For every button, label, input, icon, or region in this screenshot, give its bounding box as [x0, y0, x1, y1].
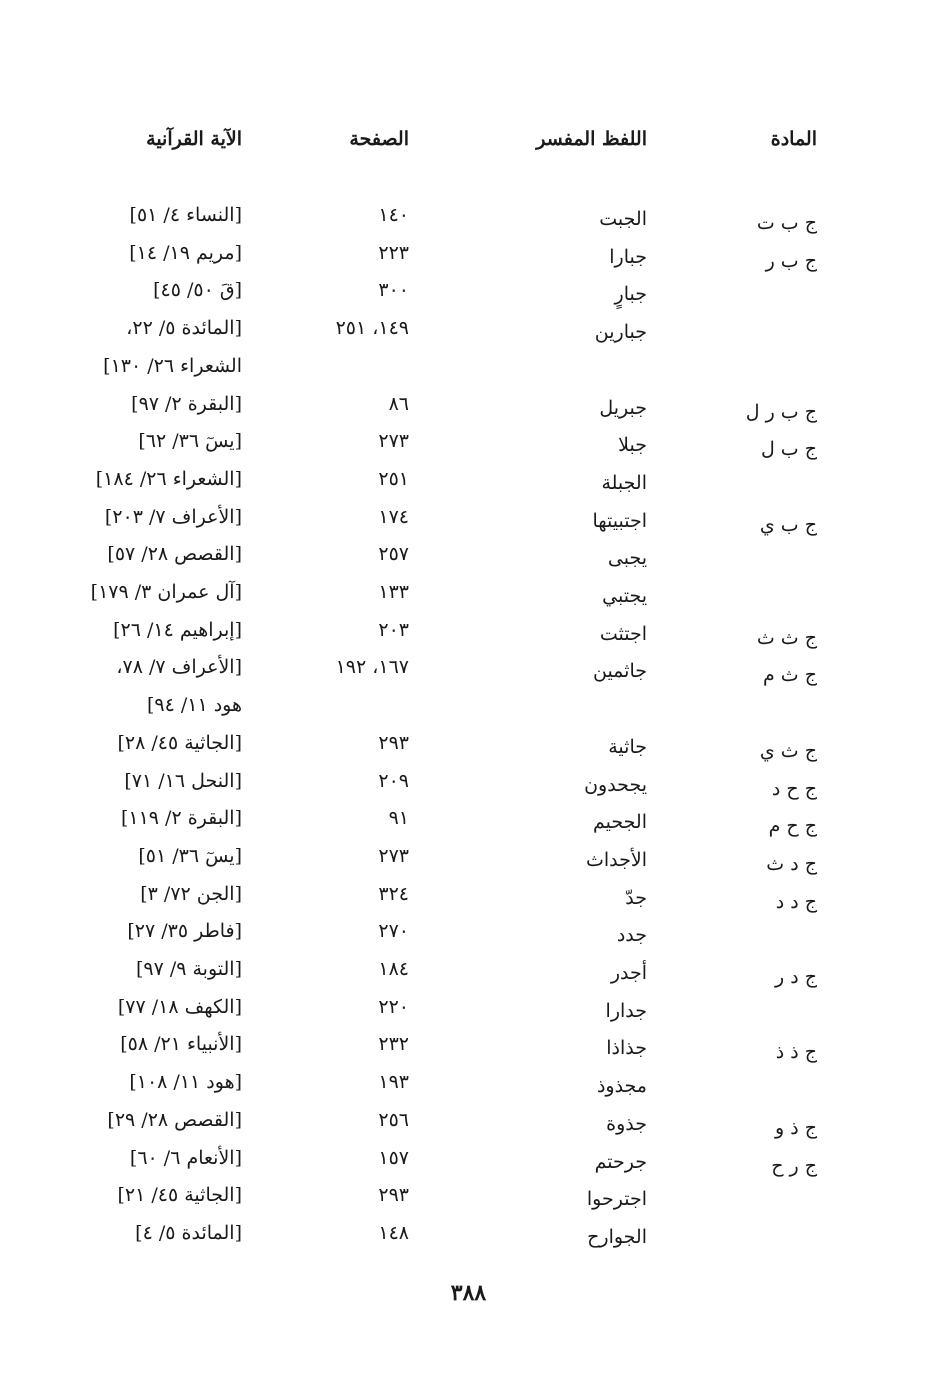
header-word: اللفظ المفسر	[536, 128, 647, 150]
row-ayah: [التوبة ٩/ ٩٧]	[135, 958, 242, 980]
row-ayah: [هود ١١/ ١٠٨]	[129, 1071, 242, 1094]
row-word: الجبلة	[601, 471, 647, 494]
row-word: الأجداث	[586, 848, 647, 871]
row-ayah: [الأعراف ٧/ ٧٨،	[116, 656, 242, 679]
row-page: ٨٦	[388, 392, 409, 415]
header-page: الصفحة	[349, 128, 409, 150]
row-word: الجبت	[599, 208, 647, 230]
row-madda: ج ب ي	[759, 513, 817, 536]
row-word: يجحدون	[584, 773, 647, 796]
row-word: جدارا	[605, 999, 647, 1022]
row-ayah: [آل عمران ٣/ ١٧٩]	[90, 581, 242, 603]
row-ayah: [الأنبياء ٢١/ ٥٨]	[120, 1033, 242, 1056]
row-page: ١٥٧	[378, 1146, 409, 1169]
row-madda: ج ذ و	[775, 1116, 817, 1139]
row-ayah: [البقرة ٢/ ١١٩]	[120, 807, 242, 830]
row-madda: ج ب ر ل	[745, 400, 817, 423]
row-page: ٢٥٧	[378, 543, 409, 566]
row-word: جبلا	[618, 434, 647, 457]
row-ayah: [الجن ٧٢/ ٣]	[140, 882, 242, 905]
row-word: يجتبي	[602, 585, 647, 607]
row-word: اجتثت	[599, 622, 647, 645]
row-page: ٢٥١	[378, 467, 409, 490]
page-number: ٣٨٨	[450, 1280, 487, 1306]
row-word: يجبى	[607, 547, 647, 570]
row-page: ٢٧٣	[378, 430, 409, 453]
row-page: ٢٠٩	[378, 769, 409, 792]
row-word: جبارين	[594, 321, 647, 344]
row-madda: ج د د	[775, 890, 817, 913]
row-ayah: [الأنعام ٦/ ٦٠]	[129, 1146, 242, 1169]
row-word: اجترحوا	[586, 1188, 647, 1211]
row-page: ٢٢٠	[378, 995, 409, 1018]
row-page: ٢٣٢	[378, 1033, 409, 1056]
row-page: ١٩٣	[378, 1071, 409, 1094]
row-madda: ج ر ح	[771, 1154, 817, 1177]
row-page: ١٦٧، ١٩٢	[335, 656, 409, 679]
row-page: ٢٧٣	[378, 844, 409, 867]
row-page: ٩١	[388, 807, 409, 830]
row-page: ٣٢٤	[378, 882, 409, 905]
row-ayah: [القصص ٢٨/ ٥٧]	[107, 543, 242, 566]
row-page: ٢٧٠	[378, 920, 409, 943]
row-page: ١٤٠	[378, 204, 409, 226]
row-madda: ج ث م	[763, 664, 817, 687]
row-madda: ج ب ت	[756, 212, 817, 234]
row-word: جبريل	[599, 396, 647, 419]
row-word: مجذوذ	[596, 1075, 647, 1098]
row-word: جاثمين	[592, 660, 647, 683]
row-ayah: الشعراء ٢٦/ ١٣٠]	[103, 354, 242, 377]
row-word: جذاذا	[606, 1037, 647, 1060]
row-ayah: [إبراهيم ١٤/ ٢٦]	[113, 618, 242, 641]
header-madda: المادة	[770, 128, 817, 150]
row-page: ٢٩٣	[378, 731, 409, 754]
row-word: جاثية	[608, 735, 647, 758]
row-word: جبارٍ	[614, 283, 647, 306]
row-ayah: [القصص ٢٨/ ٢٩]	[107, 1108, 242, 1131]
row-page: ١٤٩، ٢٥١	[335, 317, 409, 340]
row-ayah: [الكهف ١٨/ ٧٧]	[117, 995, 242, 1018]
row-word: جرحتم	[594, 1150, 647, 1173]
row-ayah: [مريم ١٩/ ١٤]	[129, 241, 242, 264]
row-ayah: [يسٓ ٣٦/ ٥١]	[138, 844, 242, 867]
row-ayah: [الجاثية ٤٥/ ٢٨]	[117, 731, 242, 754]
row-ayah: هود ١١/ ٩٤]	[146, 694, 242, 717]
row-madda: ج د ث	[766, 852, 817, 875]
row-ayah: [الشعراء ٢٦/ ١٨٤]	[95, 467, 242, 490]
row-page: ٢٠٣	[378, 618, 409, 641]
row-page: ٢٢٣	[378, 241, 409, 264]
row-madda: ج ب ل	[760, 438, 817, 461]
row-madda: ج ح م	[768, 815, 817, 838]
row-ayah: [البقرة ٢/ ٩٧]	[131, 392, 242, 415]
row-word: جدّ	[625, 886, 647, 909]
row-word: الجحيم	[593, 811, 647, 834]
row-madda: ج ث ث	[756, 626, 817, 649]
row-ayah: [فاطر ٣٥/ ٢٧]	[127, 920, 242, 943]
row-page: ٢٩٣	[378, 1184, 409, 1207]
row-page: ١٨٤	[378, 958, 409, 980]
row-word: جذوة	[606, 1112, 647, 1135]
header-ayah: الآية القرآنية	[146, 128, 242, 150]
row-madda: ج ث ي	[759, 739, 817, 762]
row-word: جبارا	[609, 245, 647, 268]
row-ayah: [قَ ٥٠/ ٤٥]	[153, 279, 242, 302]
row-word: الجوارح	[587, 1225, 647, 1248]
row-ayah: [المائدة ٥/ ٢٢،	[126, 317, 242, 340]
row-page: ٢٥٦	[378, 1108, 409, 1131]
row-page: ١٤٨	[378, 1221, 409, 1244]
row-ayah: [الأعراف ٧/ ٢٠٣]	[104, 505, 242, 528]
row-word: اجتبيتها	[592, 509, 647, 532]
row-word: جدد	[616, 924, 647, 947]
row-madda: ج ذ ذ	[775, 1041, 817, 1064]
row-madda: ج د ر	[775, 966, 817, 988]
row-page: ١٧٤	[378, 505, 409, 528]
row-ayah: [النساء ٤/ ٥١]	[129, 204, 242, 226]
row-madda: ج ب ر	[765, 249, 817, 272]
row-ayah: [الجاثية ٤٥/ ٢١]	[117, 1184, 242, 1207]
row-madda: ج ح د	[771, 777, 817, 800]
row-page: ١٣٣	[378, 581, 409, 603]
row-ayah: [النحل ١٦/ ٧١]	[124, 769, 242, 792]
row-page: ٣٠٠	[378, 279, 409, 302]
row-word: أجدر	[610, 962, 647, 984]
row-ayah: [يسٓ ٣٦/ ٦٢]	[138, 430, 242, 453]
row-ayah: [المائدة ٥/ ٤]	[135, 1221, 242, 1244]
